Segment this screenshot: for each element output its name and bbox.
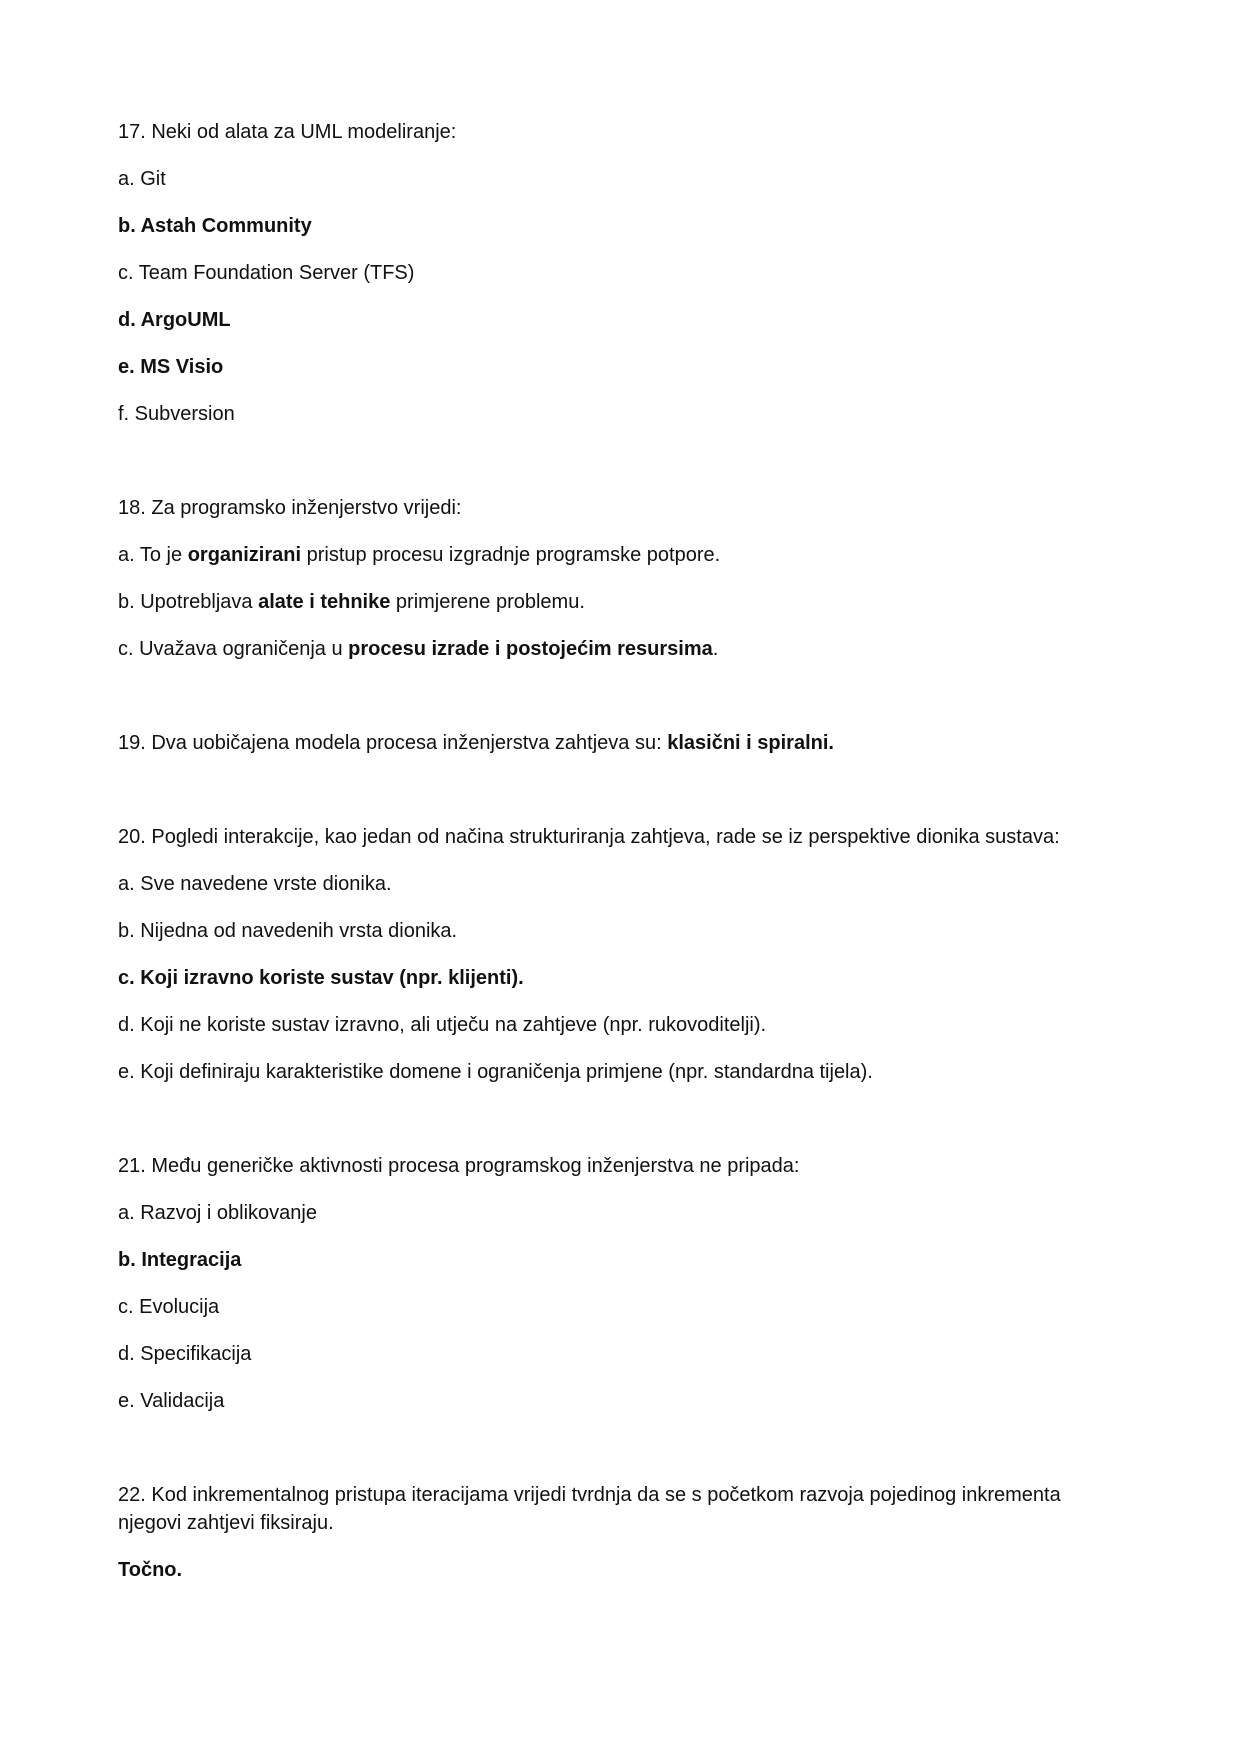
answer-option [118, 259, 1128, 287]
text-segment: 19. Dva uobičajena modela procesa inženjerstva zahtjeva su: [118, 732, 668, 754]
answer-option [118, 870, 1128, 898]
bold-segment: e. MS Visio [118, 356, 224, 378]
text-segment: b. Nijedna od navedenih vrsta dionika. [118, 920, 458, 942]
answer-option [118, 964, 1128, 992]
question-block [118, 823, 1128, 1086]
text-segment: primjerene problemu. [390, 591, 585, 613]
question-block [118, 118, 1128, 428]
text-segment: c. Uvažava ograničenja u [118, 638, 349, 660]
answer-option [118, 165, 1128, 193]
text-segment: a. To je [118, 544, 188, 566]
text-segment: pristup procesu izgradnje programske potpore. [301, 544, 721, 566]
answer-option [118, 635, 1128, 663]
document-page [118, 118, 1128, 1584]
text-segment: a. Git [118, 168, 166, 190]
answer-option [118, 1011, 1128, 1039]
answer-option [118, 541, 1128, 569]
bold-segment: procesu izrade i postojećim resursima [348, 638, 713, 660]
text-segment: 20. Pogledi interakcije, kao jedan od načina strukturiranja zahtjeva, rade se iz perspektive dionika sustava: [118, 826, 1060, 848]
text-segment: 22. Kod inkrementalnog pristupa iteracijama vrijedi tvrdnja da se s početkom razvoja pojedinog inkrementa njegovi zahtjevi fiksiraju. [118, 1484, 1061, 1534]
text-segment: f. Subversion [118, 403, 235, 425]
text-segment: e. Koji definiraju karakteristike domene i ograničenja primjene (npr. standardna tijela). [118, 1061, 873, 1083]
bold-segment: organizirani [187, 544, 302, 566]
text-segment: d. Specifikacija [118, 1343, 252, 1365]
text-segment: a. Sve navedene vrste dionika. [118, 873, 392, 895]
question-text [118, 729, 1128, 757]
bold-segment: d. ArgoUML [118, 309, 231, 331]
answer-option [118, 1387, 1128, 1415]
answer-option [118, 1556, 1128, 1584]
text-segment: c. Team Foundation Server (TFS) [118, 262, 415, 284]
text-segment: e. Validacija [118, 1390, 225, 1412]
answer-option [118, 306, 1128, 334]
text-segment: a. Razvoj i oblikovanje [118, 1202, 317, 1224]
answer-option [118, 588, 1128, 616]
text-segment: b. Upotrebljava [118, 591, 259, 613]
text-segment: 21. Među generičke aktivnosti procesa programskog inženjerstva ne pripada: [118, 1155, 800, 1177]
answer-option [118, 917, 1128, 945]
bold-segment: alate i tehnike [258, 591, 391, 613]
answer-option [118, 1340, 1128, 1368]
question-block [118, 729, 1128, 757]
answer-option [118, 212, 1128, 240]
question-text [118, 823, 1128, 851]
bold-segment: b. Astah Community [118, 215, 312, 237]
answer-option [118, 1293, 1128, 1321]
bold-segment: b. Integracija [118, 1249, 242, 1271]
text-segment: 17. Neki od alata za UML modeliranje: [118, 121, 457, 143]
text-segment: d. Koji ne koriste sustav izravno, ali utječu na zahtjeve (npr. rukovoditelji). [118, 1014, 767, 1036]
question-block [118, 1481, 1128, 1584]
bold-segment: c. Koji izravno koriste sustav (npr. klijenti). [118, 967, 524, 989]
question-text [118, 1481, 1128, 1537]
answer-option [118, 1058, 1128, 1086]
question-text [118, 1152, 1128, 1180]
question-text [118, 118, 1128, 146]
question-text [118, 494, 1128, 522]
bold-segment: klasični i spiralni. [667, 732, 834, 754]
text-segment: . [712, 638, 719, 660]
bold-segment: Točno. [118, 1559, 183, 1581]
question-block [118, 1152, 1128, 1415]
answer-option [118, 1199, 1128, 1227]
question-block [118, 494, 1128, 663]
answer-option [118, 1246, 1128, 1274]
answer-option [118, 400, 1128, 428]
text-segment: c. Evolucija [118, 1296, 220, 1318]
text-segment: 18. Za programsko inženjerstvo vrijedi: [118, 497, 462, 519]
answer-option [118, 353, 1128, 381]
